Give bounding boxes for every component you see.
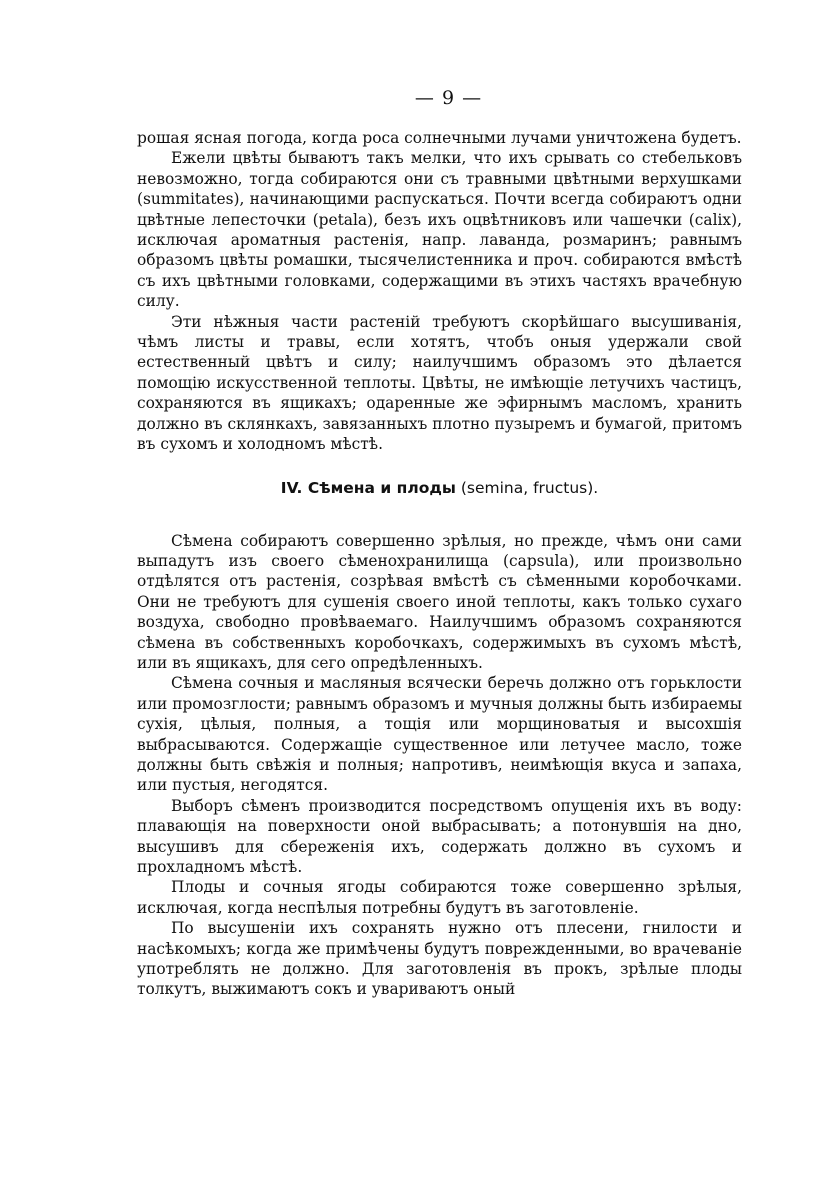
paragraph: Сѣмена собираютъ совершенно зрѣлыя, но прежде, чѣмъ они сами выпадутъ изъ своего сѣменохранилища (capsula), или произвольно отдѣлятся отъ растенія, созрѣвая вмѣстѣ съ сѣменными коробочками. Они не требуютъ для сушенія своего иной теплоты, какъ только сухаго воздуха, свободно провѣваемаго. Наилучшимъ образомъ сохраняются сѣмена въ собственныхъ коробочкахъ, содержимыхъ въ сухомъ мѣстѣ, или въ ящикахъ, для сего опредѣленныхъ. [137,531,742,672]
paragraph: Эти нѣжныя части растеній требуютъ скорѣйшаго высушиванія, чѣмъ листы и травы, если хотятъ, чтобъ оныя удержали свой естественный цвѣтъ и силу; наилучшимъ образомъ это дѣлается помощію искусственной теплоты. Цвѣты, не имѣющіе летучихъ частицъ, сохраняются въ ящикахъ; одаренные же эфирнымъ масломъ, хранить должно въ склянкахъ, завязанныхъ плотно пузыремъ и бумагой, притомъ въ сухомъ и холодномъ мѣстѣ. [137,312,742,454]
paragraph: Ежели цвѣты бываютъ такъ мелки, что ихъ срывать со стебельковъ невозможно, тогда собираются они съ травными цвѣтными верхушками (summitates), начинающими распускаться. Почти всегда собираютъ одни цвѣтные лепесточки (petala), безъ ихъ оцвѣтниковъ или чашечки (calix), исключая ароматныя растенія, напр. лаванда, розмаринъ; равнымъ образомъ цвѣты ромашки, тысячелистенника и проч. собираются вмѣстѣ съ ихъ цвѣтными головками, содержащими въ этихъ частяхъ врачебную силу. [137,149,742,311]
paragraph: Сѣмена сочныя и масляныя всячески беречь должно отъ горьклости или промозглости; равнымъ образомъ и мучныя должны быть избираемы сухія, цѣлыя, полныя, а тощія или морщиноватыя и высохшія выбрасываются. Содержащіе существенное или летучее масло, тоже должны быть свѣжія и полныя; напротивъ, неимѣющія вкуса и запаха, или пустыя, негодятся. [137,674,742,795]
section-heading-latin: (semina, fructus). [460,478,599,497]
paragraph: Плоды и сочныя ягоды собираются тоже совершенно зрѣлыя, исключая, когда неспѣлыя потребны будутъ въ заготовленіе. [137,878,742,917]
page-number: — 9 — [414,87,483,109]
paragraph: По высушеніи ихъ сохранять нужно отъ плесени, гнилости и насѣкомыхъ; когда же примѣчены будутъ поврежденными, во врачеваніе употреблять не должно. Для заготовленія въ прокъ, зрѣлые плоды толкутъ, выжимаютъ сокъ и увариваютъ оный [137,919,742,999]
section-heading-title: IV. Сѣмена и плоды [280,478,456,497]
book-page [137,84,742,1000]
paragraph: рошая ясная погода, когда роса солнечными лучами уничтожена будетъ. [137,129,742,147]
paragraph: Выборъ сѣменъ производится посредствомъ опущенія ихъ въ воду: плавающія на поверхности оной выбрасывать; а потонувшія на дно, высушивъ для сбереженія ихъ, содержать должно въ сухомъ и прохладномъ мѣстѣ. [137,796,742,876]
section-heading [137,477,742,499]
